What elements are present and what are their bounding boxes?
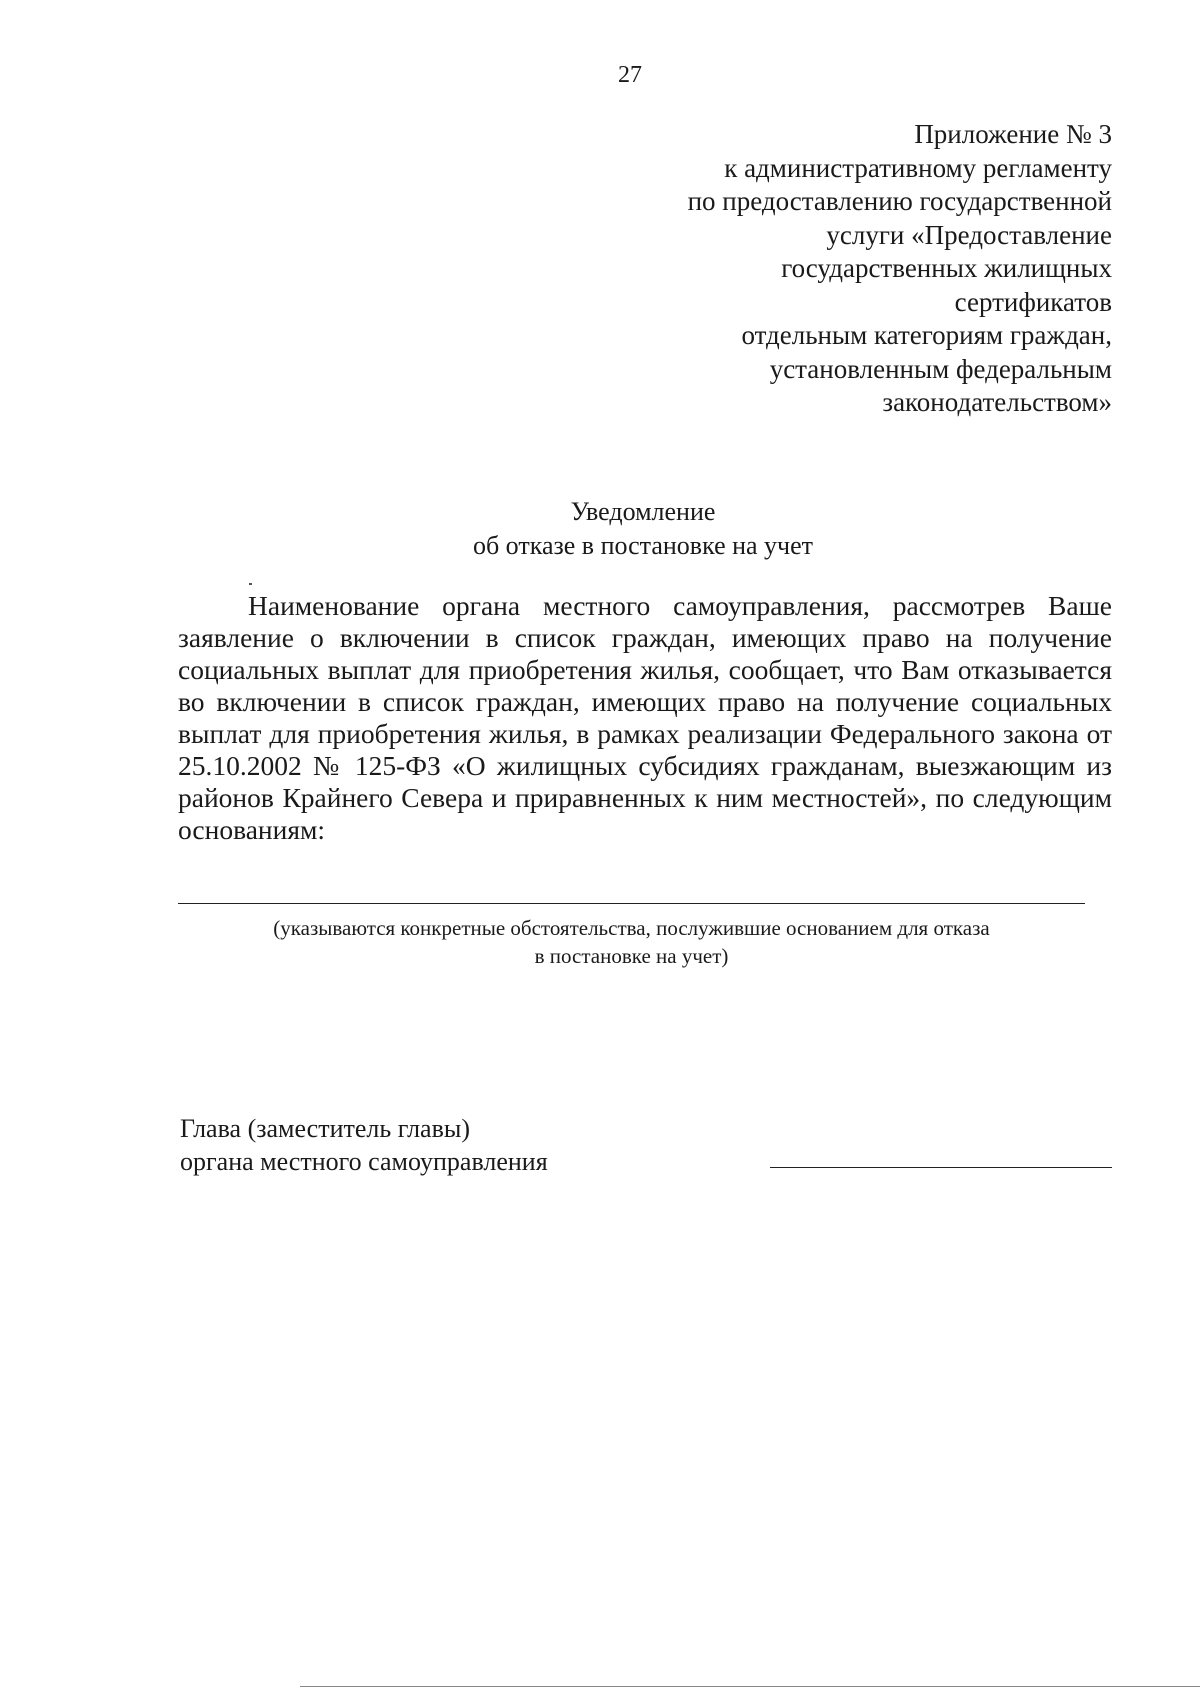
appendix-line: установленным федеральным	[769, 353, 1112, 384]
appendix-line: отдельным категориям граждан,	[741, 320, 1112, 350]
reason-fill-line	[178, 903, 1085, 904]
appendix-line: законодательством»	[882, 387, 1112, 417]
appendix-header	[512, 118, 1112, 420]
appendix-line: Приложение № 3	[914, 119, 1112, 149]
appendix-line: к административному регламенту	[724, 152, 1112, 183]
signature-line	[770, 1167, 1112, 1168]
appendix-line: государственных жилищных	[781, 253, 1112, 283]
signer-block	[180, 1112, 548, 1178]
appendix-line: услуги «Предоставление	[826, 219, 1112, 250]
scan-bottom-edge	[300, 1686, 1200, 1687]
appendix-line: по предоставлению государственной	[687, 186, 1112, 216]
document-title	[438, 495, 848, 563]
reason-caption-line-1: (указываются конкретные обстоятельства, послужившие основанием для отказа	[273, 916, 990, 940]
reason-caption	[178, 914, 1085, 970]
appendix-line: сертификатов	[954, 286, 1112, 317]
notice-body: Наименование органа местного самоуправления, рассмотрев Ваше заявление о включении в список граждан, имеющих право на получение социальных выплат для приобретения жилья, сообщает, что Вам отказывается во включении в список граждан, имеющих право на получение социальных выплат для приобретения жилья, в рамках реализации Федерального закона от 25.10.2002 № 125-ФЗ «О жилищных субсидиях гражданам, выезжающим из районов Крайнего Севера и приравненных к ним местностей», по следующим основаниям:	[178, 590, 1112, 845]
title-line-2: об отказе в постановке на учет	[472, 531, 814, 560]
scan-speck	[249, 583, 252, 585]
signer-line-2: органа местного самоуправления	[180, 1147, 548, 1176]
signer-line-1: Глава (заместитель главы)	[180, 1114, 470, 1143]
reason-caption-line-2: в постановке на учет)	[534, 944, 729, 968]
page-number: 27	[618, 62, 642, 88]
title-line-1: Уведомление	[570, 497, 716, 526]
